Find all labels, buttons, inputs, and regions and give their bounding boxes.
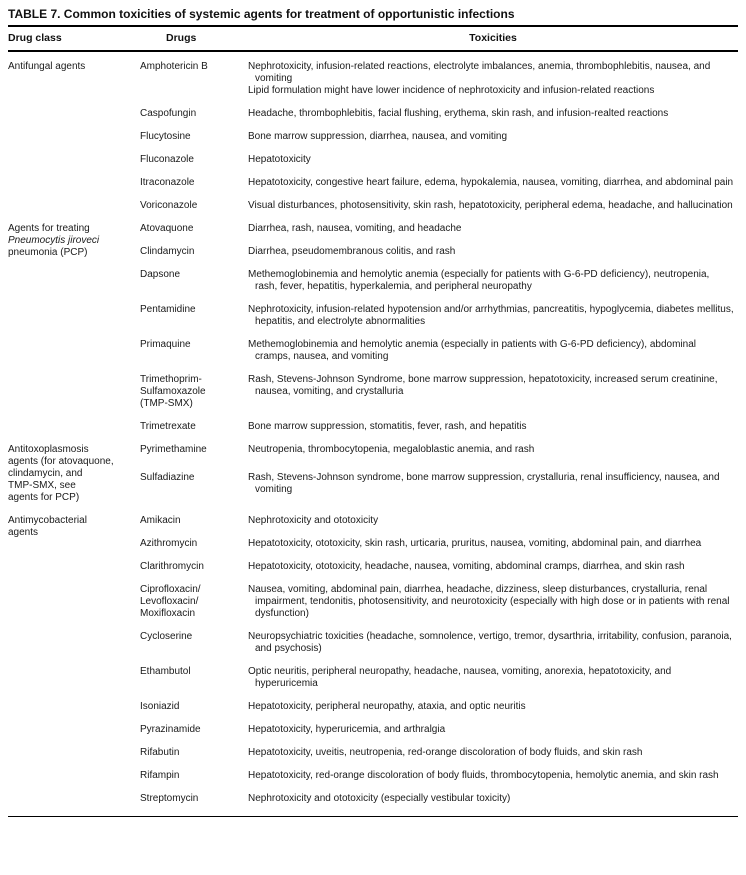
drug-name-line: Rifabutin: [140, 747, 180, 758]
toxicity-paragraph: Bone marrow suppression, stomatitis, fever, rash, and hepatitis: [248, 421, 527, 432]
drug-name-line: Amikacin: [140, 515, 181, 526]
drug-class-cell: [8, 444, 140, 515]
drug-name-line: Azithromycin: [140, 538, 198, 549]
toxicity-paragraph: Diarrhea, pseudomembranous colitis, and rash: [248, 246, 456, 257]
toxicity-paragraph: Nephrotoxicity and ototoxicity (especially vestibular toxicity): [248, 793, 511, 804]
drug-name-line: Fluconazole: [140, 154, 194, 165]
toxicity-paragraph: Hepatotoxicity, uveitis, neutropenia, red-orange discoloration of body fluids, and skin rash: [248, 747, 643, 758]
drug-cell: [140, 339, 248, 374]
toxicities-cell: [248, 770, 738, 793]
drug-class-line: TMP-SMX, see: [8, 480, 76, 491]
toxicities-cell: [248, 421, 738, 444]
drug-cell: [140, 304, 248, 339]
toxicities-cell: [248, 339, 738, 374]
toxicity-paragraph: Methemoglobinemia and hemolytic anemia (especially for patients with G-6-PD deficiency), neutropenia, rash, fever, hepatitis, hyperkalemia, and peripheral neuropathy: [248, 269, 710, 292]
toxicities-cell: [248, 108, 738, 131]
drug-class-line: Agents for treating: [8, 223, 90, 234]
toxicities-cell: [248, 561, 738, 584]
drug-name-line: Ciprofloxacin/: [140, 584, 201, 595]
toxicity-paragraph: Headache, thrombophlebitis, facial flushing, erythema, skin rash, and infusion-realted reactions: [248, 108, 669, 119]
drug-name-line: Isoniazid: [140, 701, 180, 712]
table-row: [8, 515, 738, 538]
drug-cell: [140, 666, 248, 701]
drug-name-line: Streptomycin: [140, 793, 199, 804]
table-row: [8, 223, 738, 246]
drug-cell: [140, 223, 248, 246]
drug-name-line: (TMP-SMX): [140, 398, 193, 409]
drug-cell: [140, 131, 248, 154]
toxicity-paragraph: Hepatotoxicity: [248, 154, 311, 165]
toxicity-paragraph: Nephrotoxicity, infusion-related reactions, electrolyte imbalances, anemia, thrombophlebitis, nausea, and vomiting: [248, 61, 711, 84]
toxicities-cell: [248, 51, 738, 108]
toxicity-paragraph: Neuropsychiatric toxicities (headache, somnolence, vertigo, tremor, dysarthria, irritability, confusion, paranoia, and psychosis): [248, 631, 732, 654]
toxicities-cell: [248, 304, 738, 339]
toxicity-paragraph: Nephrotoxicity and ototoxicity: [248, 515, 379, 526]
column-header-drug-class: Drug class: [8, 27, 140, 51]
toxicity-paragraph: Nephrotoxicity, infusion-related hypotension and/or arrhythmias, pancreatitis, hypoglycemia, diabetes mellitus, hepatitis, and electrolyte abnormalities: [248, 304, 734, 327]
drug-cell: [140, 177, 248, 200]
drug-name-line: Sulfamoxazole: [140, 386, 206, 397]
drug-cell: [140, 472, 248, 515]
drug-name-line: Atovaquone: [140, 223, 194, 234]
drug-cell: [140, 200, 248, 223]
drug-class-line: Antifungal agents: [8, 61, 86, 72]
toxicities-cell: [248, 747, 738, 770]
toxicity-paragraph: Methemoglobinemia and hemolytic anemia (especially in patients with G-6-PD deficiency), abdominal cramps, nausea, and vomiting: [248, 339, 696, 362]
drug-cell: [140, 421, 248, 444]
drug-cell: [140, 724, 248, 747]
toxicities-cell: [248, 177, 738, 200]
toxicity-paragraph: Rash, Stevens-Johnson Syndrome, bone marrow suppression, hepatotoxicity, increased serum creatinine, nausea, vomiting, and crystalluria: [248, 374, 718, 397]
toxicities-cell: [248, 200, 738, 223]
drug-class-line: pneumonia (PCP): [8, 247, 88, 258]
drug-cell: [140, 108, 248, 131]
toxicity-paragraph: Hepatotoxicity, peripheral neuropathy, ataxia, and optic neuritis: [248, 701, 526, 712]
table-row: [8, 51, 738, 108]
drug-name-line: Levofloxacin/: [140, 596, 199, 607]
drug-name-line: Trimethoprim-: [140, 374, 202, 385]
drug-class-line: clindamycin, and: [8, 468, 83, 479]
drug-name-line: Flucytosine: [140, 131, 191, 142]
drug-name-line: Ethambutol: [140, 666, 191, 677]
drug-name-line: Trimetrexate: [140, 421, 196, 432]
toxicity-paragraph: Visual disturbances, photosensitivity, skin rash, hepatotoxicity, peripheral edema, headache, and hallucination: [248, 200, 733, 211]
toxicity-paragraph: Hepatotoxicity, red-orange discoloration of body fluids, thrombocytopenia, hemolytic anemia, and skin rash: [248, 770, 719, 781]
drug-cell: [140, 444, 248, 472]
drug-name-line: Rifampin: [140, 770, 180, 781]
toxicities-cell: [248, 724, 738, 747]
toxicities-cell: [248, 374, 738, 421]
table-header: [8, 27, 738, 51]
drug-name-line: Primaquine: [140, 339, 191, 350]
toxicity-paragraph: Rash, Stevens-Johnson syndrome, bone marrow suppression, crystalluria, renal insufficiency, nausea, and vomiting: [248, 472, 720, 496]
drug-cell: [140, 793, 248, 816]
drug-name-line: Voriconazole: [140, 200, 198, 211]
drug-name-line: Itraconazole: [140, 177, 195, 188]
drug-cell: [140, 631, 248, 666]
toxicity-paragraph: Optic neuritis, peripheral neuropathy, headache, nausea, vomiting, anorexia, hepatotoxicity, and hyperuricemia: [248, 666, 672, 689]
drug-cell: [140, 246, 248, 269]
bottom-rule: [8, 816, 738, 817]
table-body: [8, 51, 738, 816]
drug-class-line: agents: [8, 527, 39, 538]
toxicity-paragraph: Hepatotoxicity, ototoxicity, skin rash, urticaria, pruritus, nausea, vomiting, abdominal pain, and diarrhea: [248, 538, 702, 549]
drug-name-line: Dapsone: [140, 269, 181, 280]
toxicity-paragraph: Hepatotoxicity, congestive heart failure, edema, hypokalemia, nausea, vomiting, diarrhea, and abdominal pain: [248, 177, 734, 188]
toxicities-cell: [248, 538, 738, 561]
toxicity-paragraph: Bone marrow suppression, diarrhea, nausea, and vomiting: [248, 131, 508, 142]
drug-name-line: Moxifloxacin: [140, 608, 196, 619]
drug-cell: [140, 538, 248, 561]
toxicity-paragraph: Hepatotoxicity, hyperuricemia, and arthralgia: [248, 724, 446, 735]
drug-class-line: Antimycobacterial: [8, 515, 87, 526]
drug-name-line: Clindamycin: [140, 246, 195, 257]
table-row: [8, 444, 738, 472]
toxicity-paragraph: Lipid formulation might have lower incidence of nephrotoxicity and infusion-related reactions: [248, 85, 655, 96]
toxicities-cell: [248, 154, 738, 177]
drug-cell: [140, 515, 248, 538]
drug-cell: [140, 701, 248, 724]
header-row: [8, 27, 738, 51]
toxicity-paragraph: Neutropenia, thrombocytopenia, megaloblastic anemia, and rash: [248, 444, 535, 455]
drug-name-line: Pyrimethamine: [140, 444, 207, 455]
toxicities-cell: [248, 246, 738, 269]
drug-cell: [140, 374, 248, 421]
drug-class-cell: [8, 51, 140, 223]
toxicity-table: [8, 27, 738, 816]
toxicity-paragraph: Hepatotoxicity, ototoxicity, headache, nausea, vomiting, abdominal cramps, diarrhea, and skin rash: [248, 561, 685, 572]
drug-cell: [140, 269, 248, 304]
drug-class-line: agents (for atovaquone,: [8, 456, 114, 467]
toxicities-cell: [248, 223, 738, 246]
toxicities-cell: [248, 631, 738, 666]
toxicities-cell: [248, 269, 738, 304]
drug-cell: [140, 584, 248, 631]
drug-class-cell: [8, 515, 140, 816]
drug-name-line: Caspofungin: [140, 108, 197, 119]
drug-cell: [140, 561, 248, 584]
drug-cell: [140, 154, 248, 177]
toxicities-cell: [248, 131, 738, 154]
drug-cell: [140, 747, 248, 770]
toxicities-cell: [248, 515, 738, 538]
drug-name-line: Amphotericin B: [140, 61, 208, 72]
toxicities-cell: [248, 472, 738, 515]
drug-name-line: Pentamidine: [140, 304, 196, 315]
toxicities-cell: [248, 666, 738, 701]
toxicities-cell: [248, 793, 738, 816]
drug-name-line: Cycloserine: [140, 631, 193, 642]
column-header-toxicities: Toxicities: [248, 27, 738, 51]
toxicity-paragraph: Nausea, vomiting, abdominal pain, diarrhea, headache, dizziness, sleep disturbances, crystalluria, renal impairment, tendonitis, photosensitivity, and neurotoxicity (especially with high dose or in patients with renal dysfunction): [248, 584, 730, 619]
drug-name-line: Pyrazinamide: [140, 724, 201, 735]
drug-class-line: agents for PCP): [8, 492, 80, 503]
column-header-drugs: Drugs: [140, 27, 248, 51]
toxicities-cell: [248, 444, 738, 472]
drug-cell: [140, 770, 248, 793]
toxicities-cell: [248, 701, 738, 724]
drug-name-line: Clarithromycin: [140, 561, 204, 572]
toxicity-paragraph: Diarrhea, rash, nausea, vomiting, and headache: [248, 223, 462, 234]
toxicities-cell: [248, 584, 738, 631]
drug-class-line: Pneumocytis jiroveci: [8, 235, 100, 246]
drug-cell: [140, 51, 248, 108]
drug-class-cell: [8, 223, 140, 444]
drug-class-line: Antitoxoplasmosis: [8, 444, 89, 455]
drug-name-line: Sulfadiazine: [140, 472, 195, 484]
table-title: TABLE 7. Common toxicities of systemic agents for treatment of opportunistic infections: [8, 7, 515, 21]
